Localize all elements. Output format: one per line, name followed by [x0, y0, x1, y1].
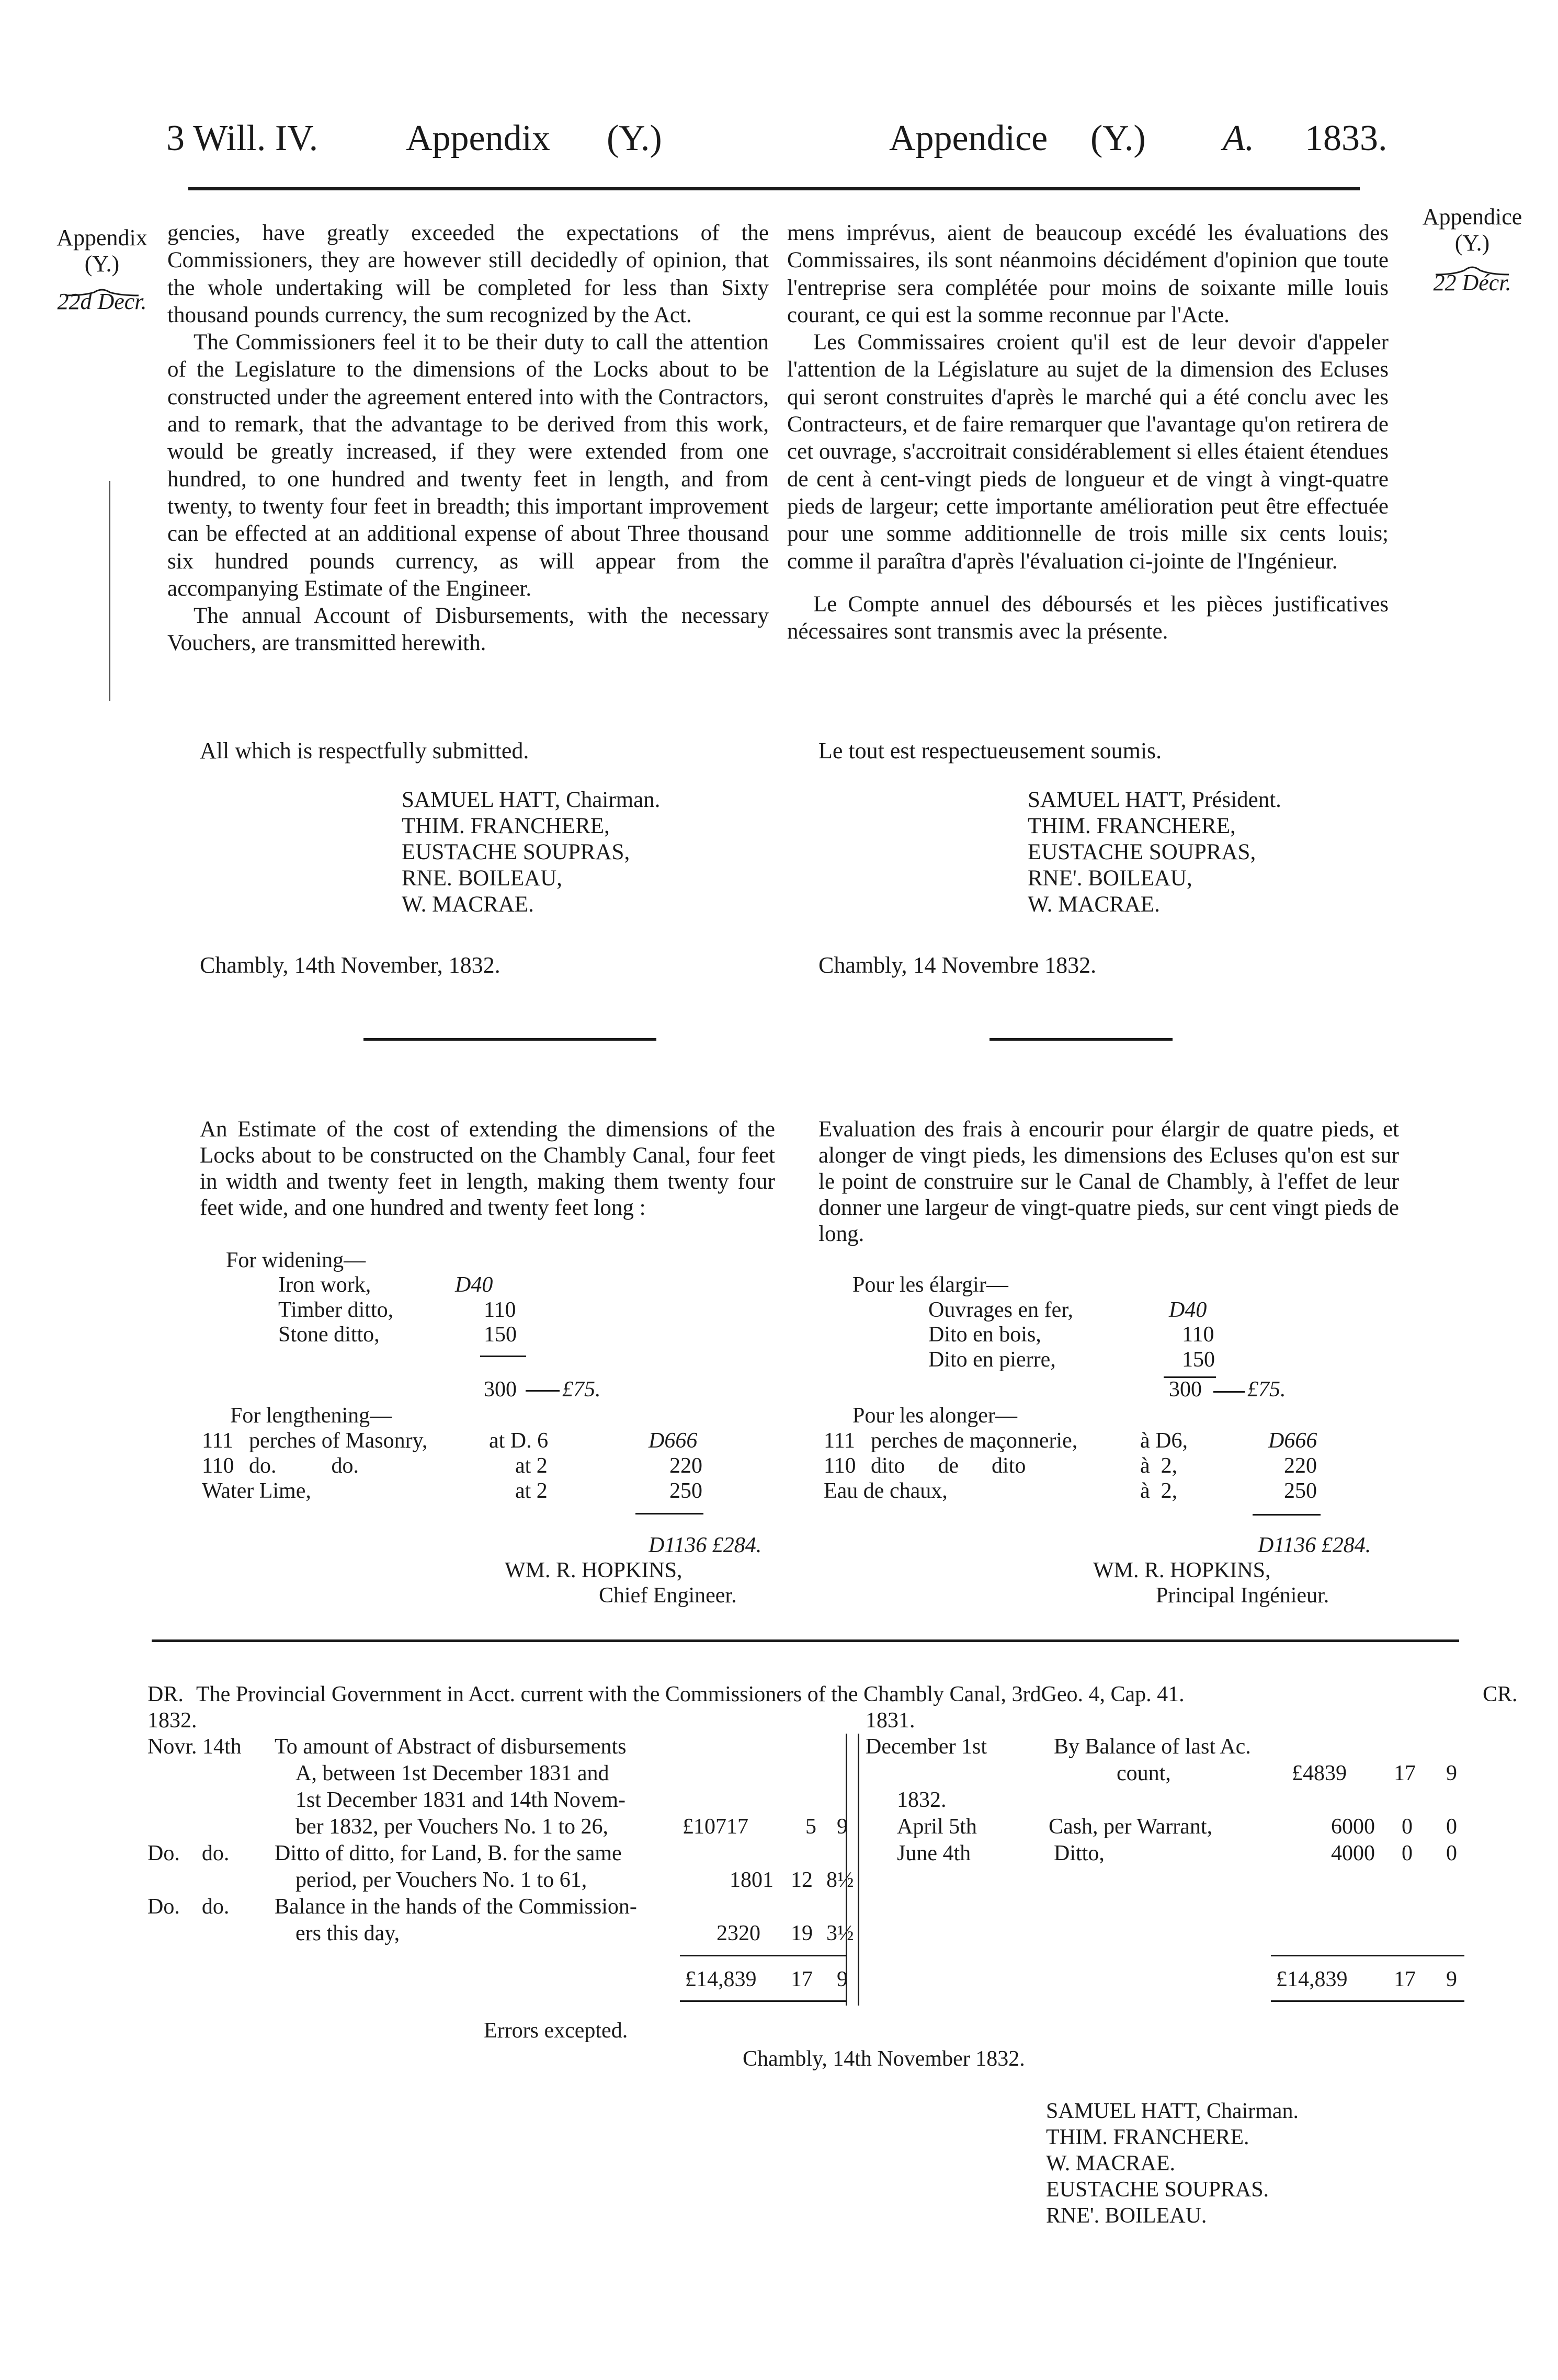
debit-total-shillings: 17	[791, 1967, 813, 1991]
header-letter-fr: (Y.)	[1090, 118, 1146, 158]
signatory: EUSTACHE SOUPRAS,	[1028, 840, 1256, 864]
header-rule	[188, 187, 1360, 190]
estimate-fr-value: 150	[1182, 1348, 1215, 1372]
debit-text: A, between 1st December 1831 and	[295, 1761, 609, 1785]
estimate-fr-rate: à 2,	[1140, 1454, 1178, 1478]
debit-sum-rule	[680, 1955, 847, 1956]
estimate-en-signer: WM. R. HOPKINS,	[505, 1558, 683, 1582]
estimate-en-sum-rule	[635, 1513, 703, 1514]
header-year-prefix: A.	[1223, 118, 1255, 158]
report-fr	[787, 220, 1389, 645]
debit-shillings: 12	[791, 1868, 813, 1892]
signatory: RNE'. BOILEAU.	[1046, 2204, 1207, 2228]
margin-pencil-mark	[109, 481, 110, 701]
signatory: EUSTACHE SOUPRAS,	[402, 840, 630, 864]
debit-text: ers this day,	[295, 1921, 400, 1945]
report-fr-signatories	[1028, 787, 1281, 918]
credit-shillings: 17	[1394, 1761, 1416, 1785]
estimate-fr-item: Eau de chaux,	[824, 1479, 948, 1503]
estimate-en-value: D666	[649, 1429, 698, 1453]
credit-text: Ditto,	[1054, 1841, 1105, 1865]
report-en-p3: The annual Account of Disbursements, with the necessary Vouchers, are transmitted herewith.	[167, 603, 769, 656]
signatory: W. MACRAE.	[1028, 892, 1160, 917]
estimate-en-item: perches of Masonry,	[249, 1429, 428, 1453]
account-place-date: Chambly, 14th November 1832.	[743, 2047, 1025, 2071]
estimate-en-widening-pounds: £75.	[562, 1377, 601, 1402]
estimate-en-qty: 111	[202, 1429, 233, 1453]
estimate-en-value: D40	[455, 1273, 493, 1297]
estimate-fr-item: Dito en bois,	[928, 1323, 1041, 1347]
credit-date: 1832.	[897, 1788, 947, 1812]
margin-right-date: 22 Décr.	[1433, 270, 1511, 295]
signatory: W. MACRAE.	[1046, 2151, 1175, 2176]
estimate-fr-item: perches de maçonnerie,	[871, 1429, 1078, 1453]
estimate-fr-value: D666	[1268, 1429, 1317, 1453]
flourish-icon	[1412, 256, 1532, 270]
debit-text: period, per Vouchers No. 1 to 61,	[295, 1868, 587, 1892]
estimate-fr-widening-total: 300	[1169, 1377, 1202, 1402]
credit-pence: 9	[1446, 1761, 1457, 1785]
estimate-fr-lengthening-total: D1136 £284.	[1258, 1533, 1371, 1557]
credit-total-pence: 9	[1446, 1967, 1457, 1991]
signatory: SAMUEL HATT, Chairman.	[402, 788, 661, 812]
report-en	[167, 220, 769, 657]
credit-date: April 5th	[897, 1815, 977, 1839]
report-en-place-date: Chambly, 14th November, 1832.	[200, 952, 501, 978]
header-letter-en: (Y.)	[607, 118, 662, 158]
credit-shillings: 0	[1402, 1815, 1413, 1839]
debit-month: Do. do.	[147, 1895, 230, 1919]
signatory: SAMUEL HATT, Président.	[1028, 788, 1281, 812]
account-year-left: 1832.	[147, 1709, 197, 1733]
estimate-en-widening-label: For widening—	[226, 1248, 366, 1272]
estimate-en-value: 220	[669, 1454, 702, 1478]
credit-sum-rule	[1271, 1955, 1464, 1956]
estimate-en-rate: at 2	[515, 1454, 548, 1478]
debit-text: Ditto of ditto, for Land, B. for the same	[275, 1841, 622, 1865]
signatory: THIM. FRANCHERE.	[1046, 2125, 1249, 2149]
credit-pounds: 4000	[1331, 1841, 1375, 1865]
credit-text: By Balance of last Ac.	[1054, 1735, 1251, 1759]
estimate-fr-qty: 111	[824, 1429, 855, 1453]
margin-note-right	[1412, 204, 1532, 296]
estimate-en-qty: 110	[202, 1454, 234, 1478]
report-fr-p2: Les Commissaires croient qu'il est de leur devoir d'appeler l'attention de la Législature au sujet de la dimension des Ecluses qui seront construites d'après le marché qui a été conclu avec les Contracteurs, et de faire remarquer que l'avantage qu'on retirera de cet ouvrage, s'accroitrait considérablement si elles étaient étendues de cent à cent-vingt pieds de longueur et de vingt à vingt-quatre pieds de largeur; cette importante amélioration peut être effectuée pour une somme additionnelle de trois mille six cents louis; comme il paraîtra d'après l'évaluation ci-jointe de l'Ingénieur.	[787, 330, 1389, 574]
estimate-fr-item: Ouvrages en fer,	[928, 1298, 1074, 1322]
flourish-icon	[47, 277, 157, 289]
credit-total-rule	[1271, 2000, 1464, 2002]
header-year: 1833.	[1305, 118, 1388, 158]
margin-left-date: 22d Decr.	[57, 289, 147, 314]
estimate-en-value: 250	[669, 1479, 702, 1503]
estimate-fr-item: Dito en pierre,	[928, 1348, 1056, 1372]
account-errors-excepted: Errors excepted.	[484, 2019, 628, 2043]
credit-date: December 1st	[866, 1735, 987, 1759]
signatory: THIM. FRANCHERE,	[1028, 814, 1236, 838]
signatory: SAMUEL HATT, Chairman.	[1046, 2099, 1299, 2123]
estimate-fr-value: D40	[1169, 1298, 1207, 1322]
estimate-fr-value: 110	[1182, 1323, 1214, 1347]
debit-pounds: £10717	[683, 1815, 748, 1839]
debit-month: Novr. 14th	[147, 1735, 242, 1759]
account-top-rule	[152, 1639, 1459, 1642]
debit-shillings: 19	[791, 1921, 813, 1945]
credit-pence: 0	[1446, 1841, 1457, 1865]
estimate-en-rate: at 2	[515, 1479, 548, 1503]
credit-text: count,	[1117, 1761, 1171, 1785]
margin-left-letter: (Y.)	[84, 251, 120, 277]
report-fr-p3: Le Compte annuel des déboursés et les pièces justificatives nécessaires sont transmis avec la présente.	[787, 591, 1389, 644]
margin-left-appendix: Appendix	[56, 225, 147, 250]
debit-text: Balance in the hands of the Commission-	[275, 1895, 637, 1919]
estimate-fr-sum-rule	[1253, 1514, 1321, 1516]
estimate-fr-widening-pounds: £75.	[1247, 1377, 1286, 1402]
estimate-fr-value: 220	[1284, 1454, 1317, 1478]
debit-pence: 3½	[826, 1921, 854, 1945]
debit-total-pounds: £14,839	[685, 1967, 757, 1991]
estimate-fr-value: 250	[1284, 1479, 1317, 1503]
credit-date: June 4th	[897, 1841, 971, 1865]
estimate-fr-dash	[1213, 1391, 1245, 1393]
debit-shillings: 5	[805, 1815, 816, 1839]
report-fr-place-date: Chambly, 14 Novembre 1832.	[818, 952, 1097, 978]
estimate-fr-signer: WM. R. HOPKINS,	[1093, 1558, 1271, 1582]
report-en-closing: All which is respectfully submitted.	[200, 738, 529, 764]
estimate-fr-rate: à 2,	[1140, 1479, 1178, 1503]
credit-pence: 0	[1446, 1815, 1457, 1839]
account-year-right: 1831.	[866, 1709, 915, 1733]
signatory: RNE. BOILEAU,	[402, 866, 562, 891]
estimate-en-lengthening-total: D1136 £284.	[649, 1533, 762, 1557]
estimate-en-value: 110	[484, 1298, 516, 1322]
account-cr: CR.	[1483, 1682, 1518, 1706]
debit-pounds: 2320	[717, 1921, 760, 1945]
signatory: RNE'. BOILEAU,	[1028, 866, 1192, 891]
report-en-p2: The Commissioners feel it to be their duty to call the attention of the Legislature to the dimensions of the Locks about to be constructed under the agreement entered into with the Contractors, and to remark, that the advantage to be derived from this work, would be greatly increased, if they were extended from one hundred, to one hundred and twenty feet in length, and from twenty, to twenty four feet in breadth; this important improvement can be effected at an additional expense of about Three thousand six hundred pounds currency, as will appear from the accompanying Estimate of the Engineer.	[167, 330, 769, 601]
regnal-year: 3 Will. IV.	[166, 118, 319, 158]
report-fr-closing: Le tout est respectueusement soumis.	[818, 738, 1162, 764]
estimate-fr-qty: 110	[824, 1454, 856, 1478]
debit-pounds: 1801	[730, 1868, 774, 1892]
estimate-en-dash	[526, 1390, 560, 1392]
margin-note-left	[47, 225, 157, 315]
credit-pounds: 6000	[1331, 1815, 1375, 1839]
debit-total-rule	[680, 2000, 847, 2002]
estimate-en-value: 150	[484, 1323, 517, 1347]
debit-text: ber 1832, per Vouchers No. 1 to 26,	[295, 1815, 609, 1839]
debit-text: To amount of Abstract of disbursements	[275, 1735, 627, 1759]
signatory: W. MACRAE.	[402, 892, 534, 917]
header-appendix-en: Appendix	[406, 118, 551, 158]
estimate-en-lengthening-label: For lengthening—	[230, 1404, 392, 1428]
debit-total-pence: 9	[837, 1967, 848, 1991]
debit-pence: 9	[837, 1815, 848, 1839]
debit-text: 1st December 1831 and 14th Novem-	[295, 1788, 626, 1812]
estimate-en-intro	[200, 1117, 775, 1221]
estimate-en-title: Chief Engineer.	[599, 1584, 737, 1608]
margin-right-appendix: Appendice	[1422, 204, 1522, 230]
estimate-en-item: Iron work,	[278, 1273, 371, 1297]
section-rule-left	[363, 1038, 656, 1041]
estimate-en-sum-rule	[480, 1356, 526, 1357]
estimate-fr-title: Principal Ingénieur.	[1156, 1584, 1329, 1608]
account-heading: The Provincial Government in Acct. current with the Commissioners of the Chambly Canal, 3rdGeo. 4, Cap. 41.	[196, 1682, 1185, 1706]
credit-total-pounds: £14,839	[1276, 1967, 1348, 1991]
report-en-p1: gencies, have greatly exceeded the expectations of the Commissioners, they are however still decidedly of opinion, that the whole undertaking will be completed for less than Sixty thousand pounds currency, the sum recognized by the Act.	[167, 221, 769, 327]
account-column-divider	[858, 1734, 859, 2006]
debit-month: Do. do.	[147, 1841, 230, 1865]
estimate-fr-item: dito de dito	[871, 1454, 1026, 1478]
estimate-en-rate: at D. 6	[489, 1429, 549, 1453]
report-fr-p1: mens imprévus, aient de beaucoup excédé les évaluations des Commissaires, ils sont néanmoins décidément d'opinion que toute l'entreprise sera complétée pour moins de soixante mille louis courant, ce qui est la somme reconnue par l'Acte.	[787, 221, 1389, 327]
estimate-en-item: do. do.	[249, 1454, 359, 1478]
credit-text: Cash, per Warrant,	[1049, 1815, 1213, 1839]
credit-shillings: 0	[1402, 1841, 1413, 1865]
estimate-en-item: Water Lime,	[202, 1479, 311, 1503]
signatory: THIM. FRANCHERE,	[402, 814, 610, 838]
account-signatories	[1046, 2098, 1299, 2229]
estimate-fr-intro	[818, 1117, 1399, 1247]
debit-pence: 8½	[826, 1868, 854, 1892]
estimate-en-intro-text: An Estimate of the cost of extending the dimensions of the Locks about to be constructed on the Chambly Canal, four feet in width and twenty feet in length, making them twenty four feet wide, and one hundred and twenty feet long :	[200, 1117, 775, 1220]
estimate-fr-lengthening-label: Pour les alonger—	[852, 1404, 1017, 1428]
margin-right-letter: (Y.)	[1454, 230, 1490, 256]
section-rule-right	[990, 1038, 1173, 1041]
report-en-signatories	[402, 787, 660, 918]
credit-total-shillings: 17	[1394, 1967, 1416, 1991]
estimate-fr-widening-label: Pour les élargir—	[852, 1273, 1008, 1297]
estimate-en-widening-total: 300	[484, 1377, 517, 1402]
header-appendix-fr: Appendice	[889, 118, 1048, 158]
account-dr: DR.	[147, 1682, 184, 1706]
estimate-fr-intro-text: Evaluation des frais à encourir pour élargir de quatre pieds, et alonger de vingt pieds, les dimensions des Ecluses qu'on est sur le point de construire sur le Canal de Chambly, à l'effet de leur donner une largeur de vingt-quatre pieds, sur cent vingt pieds de long.	[818, 1117, 1399, 1246]
estimate-fr-rate: à D6,	[1140, 1429, 1188, 1453]
estimate-en-item: Timber ditto,	[278, 1298, 394, 1322]
credit-pounds: £4839	[1292, 1761, 1347, 1785]
signatory: EUSTACHE SOUPRAS.	[1046, 2178, 1269, 2202]
estimate-en-item: Stone ditto,	[278, 1323, 380, 1347]
